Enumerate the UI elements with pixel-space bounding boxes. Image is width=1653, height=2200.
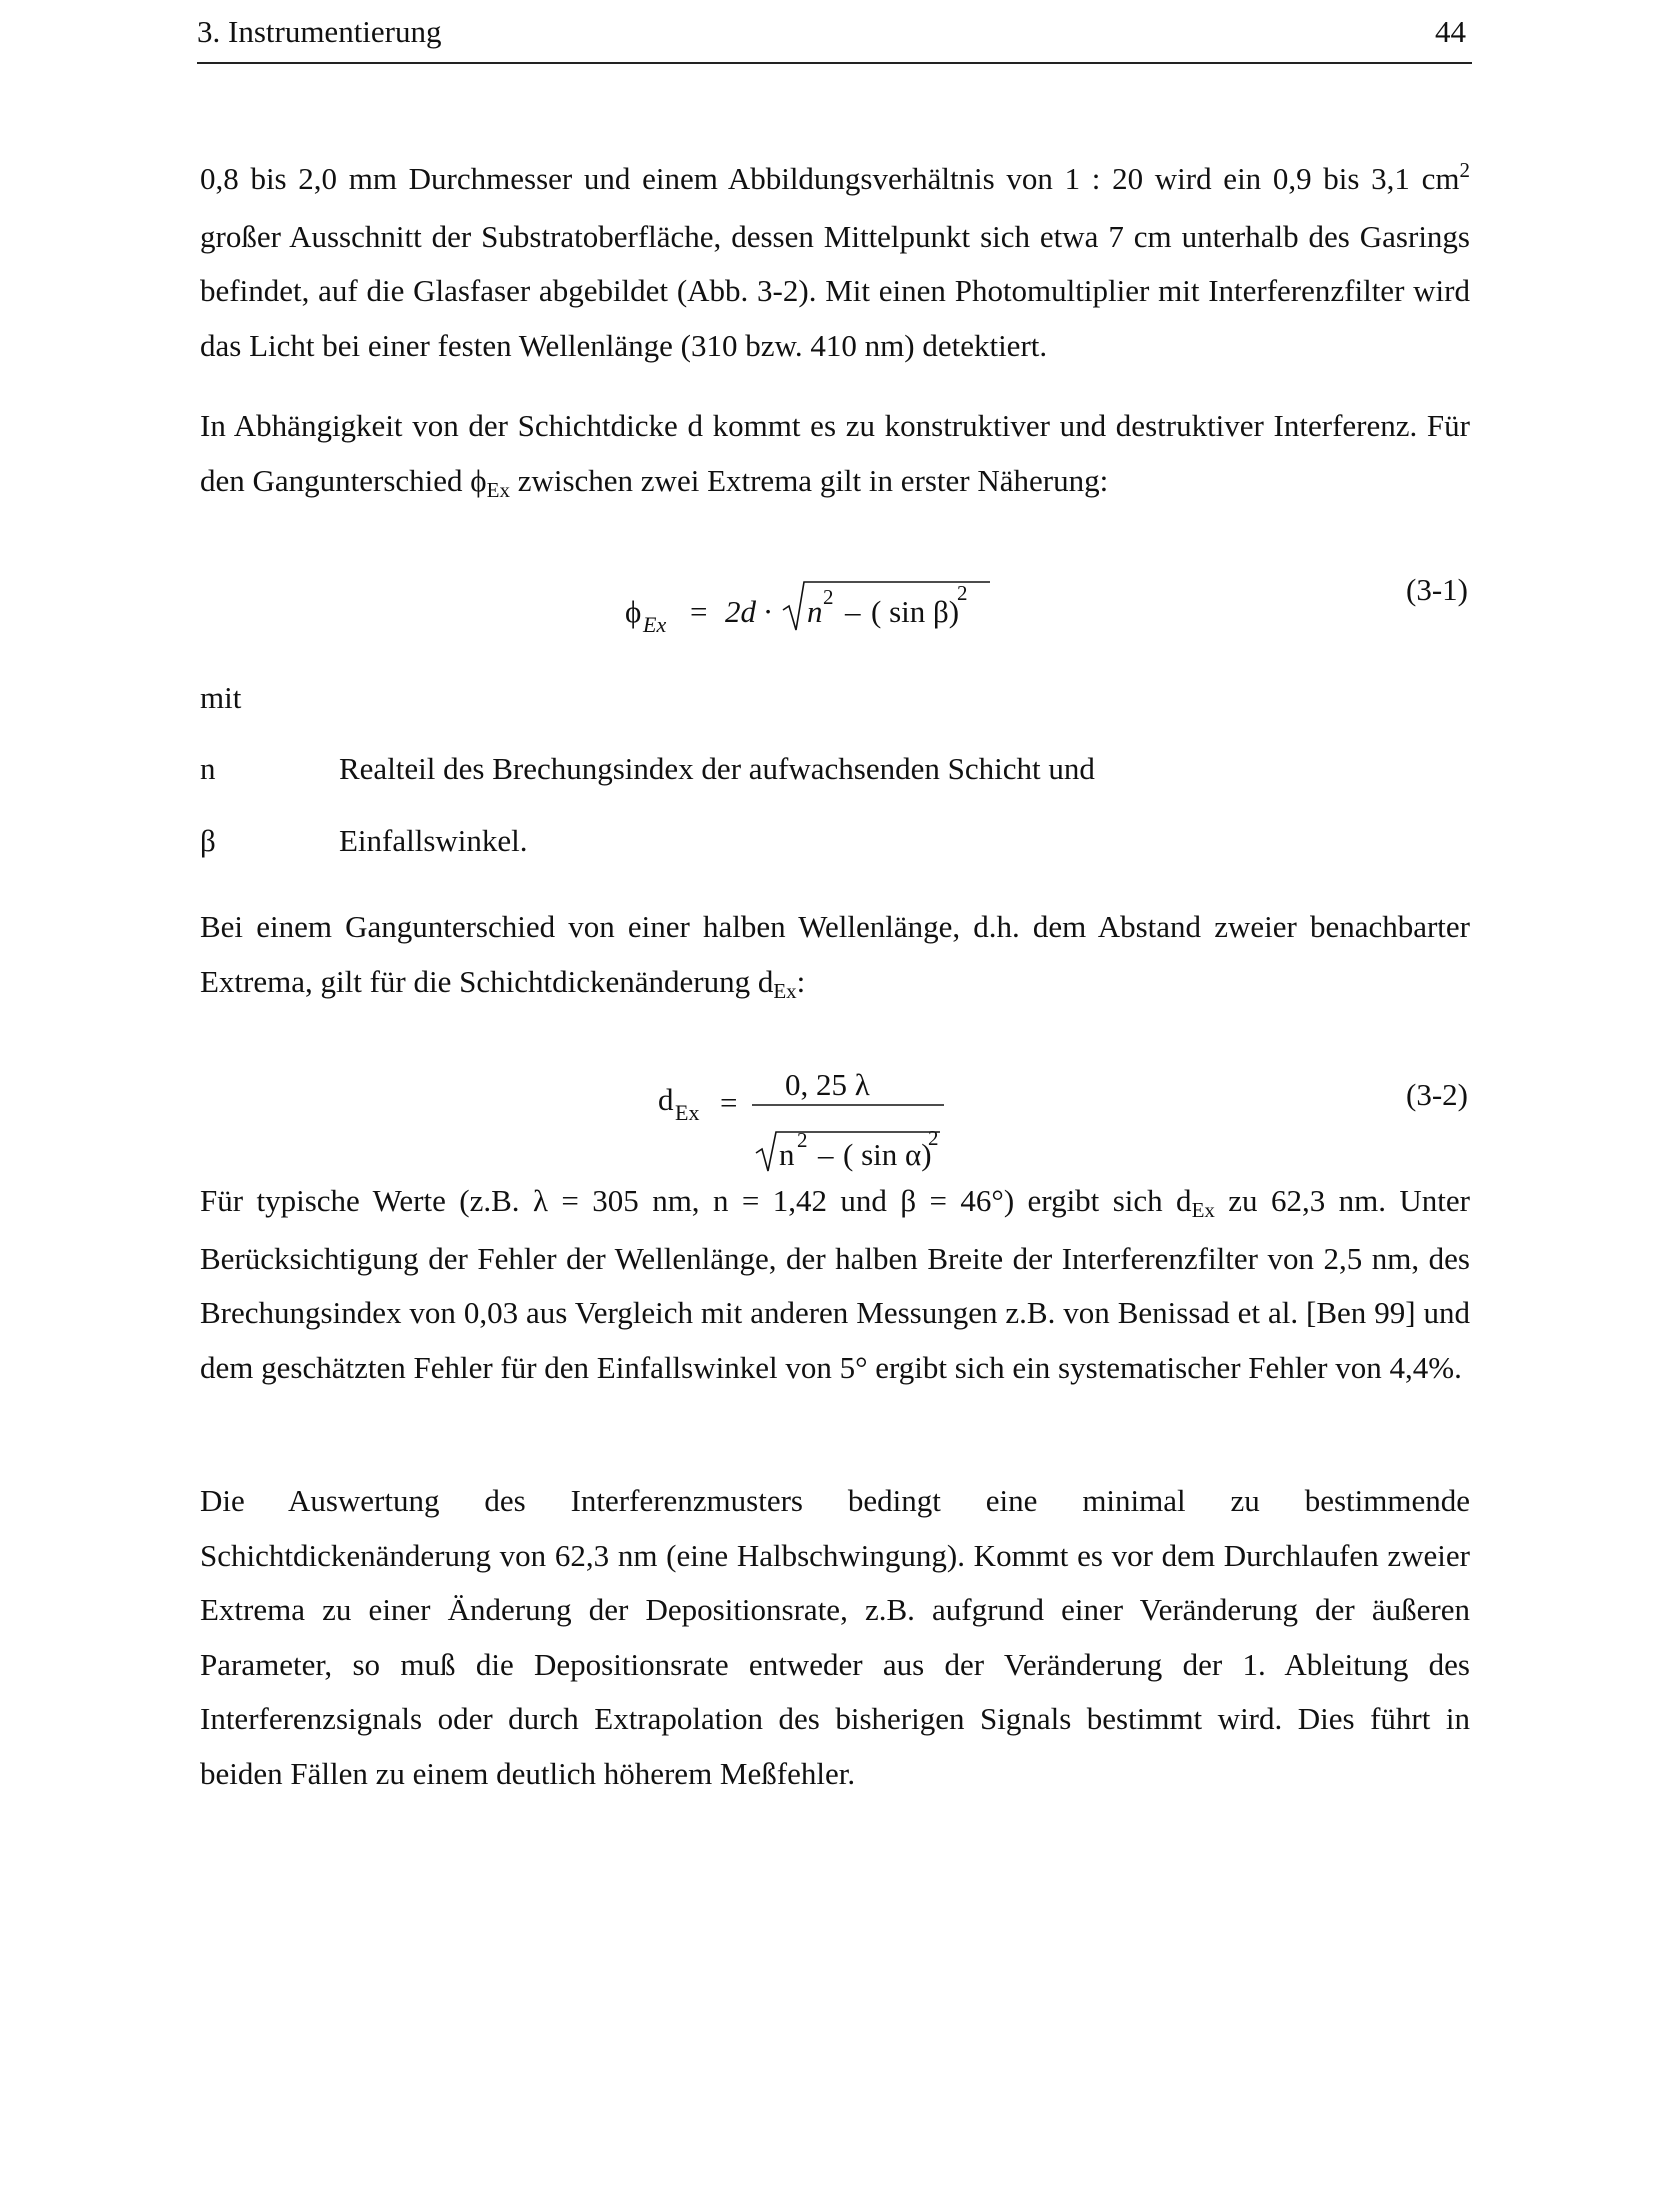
- eq2-equals: =: [720, 1085, 738, 1120]
- eq1-equals: =: [690, 594, 708, 629]
- equation-number-3-2: (3-2): [1406, 1077, 1468, 1112]
- chapter-title: 3. Instrumentierung: [197, 14, 442, 49]
- eq2-lhs: d: [658, 1082, 674, 1117]
- eq2-exp1: 2: [797, 1128, 808, 1152]
- equation-3-2-formula: [200, 1067, 1470, 1175]
- p4-subscript: Ex: [1191, 1198, 1215, 1222]
- p4-text-a: Für typische Werte (z.B. λ = 305 nm, n = 1,42 und β = 46°) ergibt sich d: [200, 1183, 1192, 1218]
- eq2-exp2: 2: [928, 1126, 939, 1150]
- eq2-numerator: 0, 25 λ: [785, 1067, 870, 1102]
- eq1-exp2: 2: [957, 581, 968, 605]
- eq2-n: n: [779, 1137, 795, 1172]
- paragraph-5: [200, 1474, 1470, 1801]
- equation-3-1: [200, 572, 1470, 682]
- eq2-paren: ( sin α): [843, 1137, 932, 1172]
- phi-symbol: ϕ: [470, 462, 487, 498]
- p3-text-b: :: [796, 963, 806, 999]
- p4-text-b: zu 62,3 nm. Unter Berücksichtigung der Fehler der Wellenlänge, der halben Breite der Interferenzfilter von 2,5 nm, des Brechungsindex von 0,03 aus Vergleich mit anderen Messungen z.B. von Benissad et al. [Ben 99] und dem geschätzten Fehler für den Einfallswinkel von 5° ergibt sich ein systematischer Fehler von 4,4%.: [200, 1183, 1470, 1385]
- definition-symbol: β: [200, 823, 216, 858]
- definition-text: Einfallswinkel.: [339, 823, 528, 858]
- eq1-exp1: 2: [823, 585, 834, 609]
- paragraph-2: [200, 399, 1470, 511]
- p5-text: Die Auswertung des Interferenzmusters bedingt eine minimal zu bestimmende Schichtdickenänderung von 62,3 nm (eine Halbschwingung). Kommt es vor dem Durchlaufen zweier Extrema zu einer Änderung der Depositionsrate, z.B. aufgrund einer Veränderung der äußeren Parameter, so muß die Depositionsrate entweder aus der Veränderung der 1. Ableitung des Interferenzsignals oder durch Extrapolation des bisherigen Signals bestimmt wird. Dies führt in beiden Fällen zu einem deutlich höherem Meßfehler.: [200, 1483, 1470, 1791]
- definition-symbol: n: [200, 751, 216, 786]
- equation-3-2: [200, 1067, 1470, 1175]
- paragraph-1: [200, 152, 1470, 373]
- page-number: 44: [1435, 14, 1466, 49]
- eq1-paren: ( sin β): [871, 594, 960, 629]
- p3-text-a: Bei einem Gangunterschied von einer halben Wellenlänge, d.h. dem Abstand zweier benachbarter Extrema, gilt für die Schichtdickenänderung d: [200, 909, 1470, 999]
- paragraph-4: [200, 1174, 1470, 1395]
- equation-3-1-formula: [200, 572, 1470, 672]
- p1-rest: großer Ausschnitt der Substratoberfläche, dessen Mittelpunkt sich etwa 7 cm unterhalb des Gasrings befindet, auf die Glasfaser abgebildet (Abb. 3-2). Mit einen Photomultiplier mit Interferenzfilter wird das Licht bei einer festen Wellenlänge (310 bzw. 410 nm) detektiert.: [200, 218, 1470, 363]
- equation-number-3-1: (3-1): [1406, 572, 1468, 607]
- running-header: [197, 8, 1472, 64]
- p2-text-b: zwischen zwei Extrema gilt in erster Näherung:: [509, 462, 1109, 498]
- paragraph-3: [200, 900, 1470, 1012]
- p2-text-a: In Abhängigkeit von der Schichtdicke d kommt es zu konstruktiver und destruktiver Interferenz. Für den Gangunterschied: [200, 408, 1470, 498]
- definition-text: Realteil des Brechungsindex der aufwachsenden Schicht und: [339, 751, 1095, 786]
- eq1-factor: 2d ·: [725, 594, 772, 629]
- mit-label: mit: [200, 680, 242, 715]
- eq1-lhs: ϕ: [625, 594, 642, 629]
- eq1-n: n: [807, 594, 823, 629]
- eq1-lhs-sub: Ex: [643, 612, 667, 637]
- eq1-minus: –: [845, 594, 861, 629]
- phi-subscript: Ex: [486, 477, 510, 502]
- eq2-lhs-sub: Ex: [675, 1100, 700, 1125]
- p1-superscript: 2: [1459, 158, 1470, 182]
- eq2-minus: –: [818, 1137, 834, 1172]
- p1-line1: 0,8 bis 2,0 mm Durchmesser und einem Abbildungsverhältnis von 1 : 20 wird ein 0,9 bis 3,1 cm: [200, 161, 1460, 196]
- p3-subscript: Ex: [773, 978, 797, 1003]
